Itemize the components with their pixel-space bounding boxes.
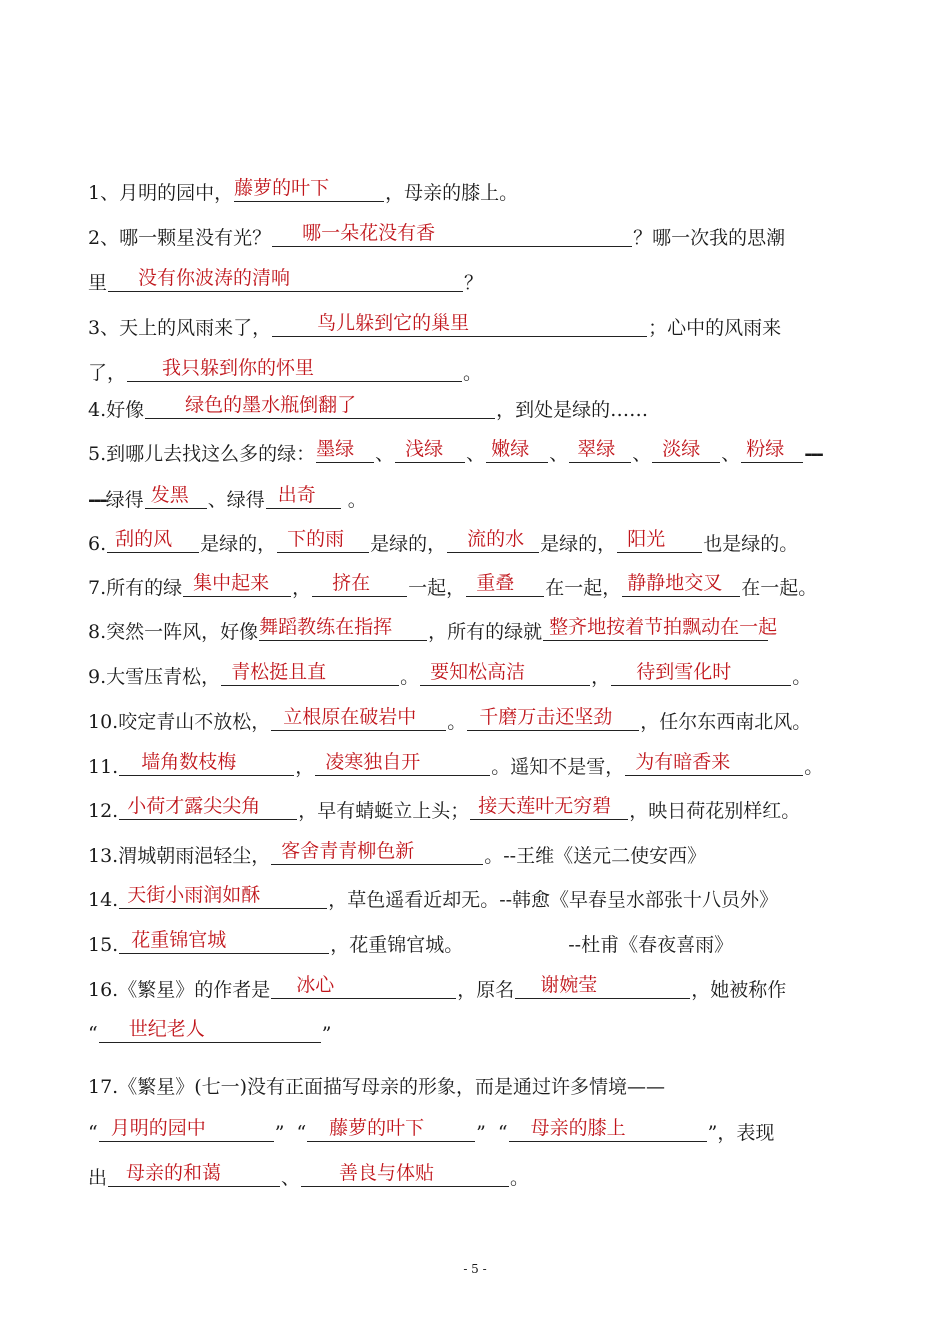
answer-text: 世纪老人 <box>128 1018 205 1040</box>
answer-blank[interactable] <box>145 484 207 509</box>
answer-text: 谢婉莹 <box>540 974 598 996</box>
question-number: 10. <box>88 711 119 733</box>
answer-blank[interactable] <box>486 438 548 463</box>
question-5: 5.到哪儿去找这么多的绿： 墨绿 、 浅绿 、 嫩绿 、 翠绿 、 淡绿 、 粉绿 --- <box>88 438 822 465</box>
answer-blank[interactable] <box>99 1018 321 1043</box>
answer-blank[interactable] <box>622 572 740 597</box>
answer-blank[interactable] <box>467 706 639 731</box>
answer-blank[interactable] <box>466 572 544 597</box>
question-number: 9. <box>88 666 107 688</box>
question-number: 6. <box>88 533 107 555</box>
answer-text: 青松挺且直 <box>231 661 327 683</box>
page-number: - 5 - <box>463 1262 487 1276</box>
question-number: 2、 <box>88 227 120 249</box>
answer-blank[interactable] <box>569 438 631 463</box>
question-3: 3、天上的风雨来了， 鸟儿躲到它的巢里 ；心中的风雨来 <box>88 312 782 339</box>
question-9: 9.大雪压青松， 青松挺且直 。 要知松高洁 ， 待到雪化时 。 <box>88 661 812 688</box>
answer-text: 凌寒独自开 <box>325 751 421 773</box>
answer-blank[interactable] <box>277 528 369 553</box>
answer-text: 整齐地按着节拍飘动在一起 <box>549 616 778 638</box>
question-5-cont: ---绿得 发黑 、绿得 出奇 。 <box>88 484 367 511</box>
answer-text: 淡绿 <box>662 438 701 460</box>
answer-text: 要知松高洁 <box>430 661 526 683</box>
question-number: 3、 <box>88 317 120 339</box>
answer-text: 嫩绿 <box>491 438 530 460</box>
answer-text: 舞蹈教练在指挥 <box>259 616 393 638</box>
answer-text: 冰心 <box>296 974 335 996</box>
answer-text: 月明的园中 <box>110 1117 206 1139</box>
answer-blank[interactable] <box>271 706 446 731</box>
answer-text: 天街小雨润如酥 <box>127 884 261 906</box>
question-3-cont: 了， 我只躲到你的怀里 。 <box>88 357 483 384</box>
answer-text: 阳光 <box>627 528 666 550</box>
answer-blank[interactable] <box>221 661 399 686</box>
answer-blank[interactable] <box>119 929 329 954</box>
answer-blank[interactable] <box>271 840 483 865</box>
answer-blank[interactable] <box>259 616 427 641</box>
answer-text: 母亲的膝上 <box>530 1117 626 1139</box>
answer-text: 流的水 <box>467 528 525 550</box>
answer-text: 立根原在破岩中 <box>283 706 417 728</box>
question-14: 14. 天街小雨润如酥 ，草色遥看近却无。--韩愈《早春呈水部张十八员外》 <box>88 884 779 911</box>
answer-text: 墙角数枝梅 <box>141 751 237 773</box>
answer-text: 花重锦官城 <box>131 929 227 951</box>
question-8: 8.突然一阵风，好像 舞蹈教练在指挥 ，所有的绿就 整齐地按着节拍飘动在一起 <box>88 616 778 643</box>
question-16: 16.《繁星》的作者是 冰心 ，原名 谢婉莹 ，她被称作 <box>88 974 787 1001</box>
answer-text: 重叠 <box>476 572 515 594</box>
answer-blank[interactable] <box>119 751 294 776</box>
answer-text: 翠绿 <box>577 438 616 460</box>
answer-text: 藤萝的叶下 <box>329 1117 425 1139</box>
answer-text: 我只躲到你的怀里 <box>162 357 315 379</box>
question-number: 14. <box>88 889 119 911</box>
answer-blank[interactable] <box>307 1117 475 1142</box>
answer-blank[interactable] <box>266 484 341 509</box>
answer-text: 粉绿 <box>746 438 785 460</box>
question-number: 16. <box>88 979 119 1001</box>
question-17-cont: “ 月明的园中 ” “ 藤萝的叶下 ” “ 母亲的膝上 ”，表现 <box>88 1117 775 1144</box>
answer-text: 待到雪化时 <box>636 661 732 683</box>
question-number: 5. <box>88 443 107 465</box>
answer-blank[interactable] <box>234 177 384 202</box>
answer-blank[interactable] <box>420 661 590 686</box>
answer-blank[interactable] <box>395 438 465 463</box>
answer-text: 哪一朵花没有香 <box>302 222 436 244</box>
question-11: 11. 墙角数枝梅 ， 凌寒独自开 。遥知不是雪， 为有暗香来 。 <box>88 751 824 778</box>
answer-blank[interactable] <box>470 795 628 820</box>
answer-blank[interactable] <box>515 974 690 999</box>
question-number: 11. <box>88 756 119 778</box>
question-1: 1、月明的园中， 藤萝的叶下 ，母亲的膝上。 <box>88 177 519 204</box>
answer-text: 集中起来 <box>193 572 270 594</box>
answer-blank[interactable] <box>119 884 327 909</box>
answer-blank[interactable] <box>611 661 791 686</box>
answer-text: 母亲的和蔼 <box>126 1162 222 1184</box>
answer-blank[interactable] <box>271 974 456 999</box>
answer-text: 小荷才露尖尖角 <box>127 795 261 817</box>
answer-text: 出奇 <box>277 484 316 506</box>
question-2-cont: 里 没有你波涛的清响 ？ <box>88 267 484 294</box>
answer-text: 客舍青青柳色新 <box>281 840 415 862</box>
answer-blank[interactable] <box>99 1117 274 1142</box>
answer-text: 静静地交叉 <box>627 572 723 594</box>
answer-text: 藤萝的叶下 <box>234 177 330 199</box>
answer-text: 鸟儿躲到它的巢里 <box>317 312 470 334</box>
question-number: 15. <box>88 934 119 956</box>
answer-blank[interactable] <box>107 528 199 553</box>
answer-text: 没有你波涛的清响 <box>138 267 291 289</box>
answer-text: 下的雨 <box>287 528 345 550</box>
answer-blank[interactable] <box>183 572 291 597</box>
question-17-cont2: 出 母亲的和蔼 、 善良与体贴 。 <box>88 1162 530 1189</box>
question-number: 8. <box>88 621 107 643</box>
answer-text: 善良与体贴 <box>339 1162 435 1184</box>
question-7: 7.所有的绿 集中起来 ， 挤在 一起， 重叠 在一起， 静静地交叉 在一起。 <box>88 572 818 599</box>
answer-blank[interactable] <box>301 1162 509 1187</box>
question-number: 12. <box>88 800 119 822</box>
answer-text: 挤在 <box>332 572 371 594</box>
question-number: 17. <box>88 1076 119 1098</box>
question-number: 13. <box>88 845 119 867</box>
question-10: 10.咬定青山不放松， 立根原在破岩中 。 千磨万击还坚劲 ，任尔东西南北风。 <box>88 706 812 733</box>
answer-blank[interactable] <box>652 438 720 463</box>
answer-blank[interactable] <box>741 438 803 463</box>
question-number: 7. <box>88 577 107 599</box>
answer-blank[interactable] <box>315 751 490 776</box>
answer-text: 接天莲叶无穷碧 <box>478 795 612 817</box>
question-15: 15. 花重锦官城 ，花重锦官城。 --杜甫《春夜喜雨》 <box>88 929 734 956</box>
answer-text: 墨绿 <box>316 438 355 460</box>
question-number: 4. <box>88 399 107 421</box>
answer-text: 千磨万击还坚劲 <box>479 706 613 728</box>
answer-blank[interactable] <box>447 528 539 553</box>
answer-blank[interactable] <box>127 357 462 382</box>
answer-blank[interactable] <box>316 438 374 463</box>
answer-text: 刮的风 <box>115 528 173 550</box>
answer-text: 绿色的墨水瓶倒翻了 <box>185 394 357 416</box>
answer-blank[interactable] <box>272 222 632 247</box>
answer-blank[interactable] <box>108 1162 280 1187</box>
answer-blank[interactable] <box>312 572 407 597</box>
question-17: 17.《繁星》(七一)没有正面描写母亲的形象，而是通过许多情境—— <box>88 1076 666 1098</box>
question-4: 4.好像 绿色的墨水瓶倒翻了 ，到处是绿的…… <box>88 394 649 421</box>
question-6: 6. 刮的风 是绿的， 下的雨 是绿的， 流的水 是绿的， 阳光 也是绿的。 <box>88 528 799 555</box>
answer-text: 为有暗香来 <box>635 751 731 773</box>
answer-blank[interactable] <box>625 751 803 776</box>
question-2: 2、哪一颗星没有光？ 哪一朵花没有香 ？哪一次我的思潮 <box>88 222 786 249</box>
answer-blank[interactable] <box>617 528 702 553</box>
answer-blank[interactable] <box>509 1117 707 1142</box>
question-16-cont: “ 世纪老人 ” <box>88 1018 332 1045</box>
answer-text: 发黑 <box>150 484 189 506</box>
answer-blank[interactable] <box>119 795 297 820</box>
question-number: 1、 <box>88 182 120 204</box>
answer-blank[interactable] <box>543 616 778 641</box>
question-12: 12. 小荷才露尖尖角 ，早有蜻蜓立上头； 接天莲叶无穷碧 ，映日荷花别样红。 <box>88 795 801 822</box>
answer-text: 浅绿 <box>405 438 444 460</box>
question-13: 13.渭城朝雨浥轻尘， 客舍青青柳色新 。--王维《送元二使安西》 <box>88 840 707 867</box>
answer-blank[interactable] <box>108 267 463 292</box>
